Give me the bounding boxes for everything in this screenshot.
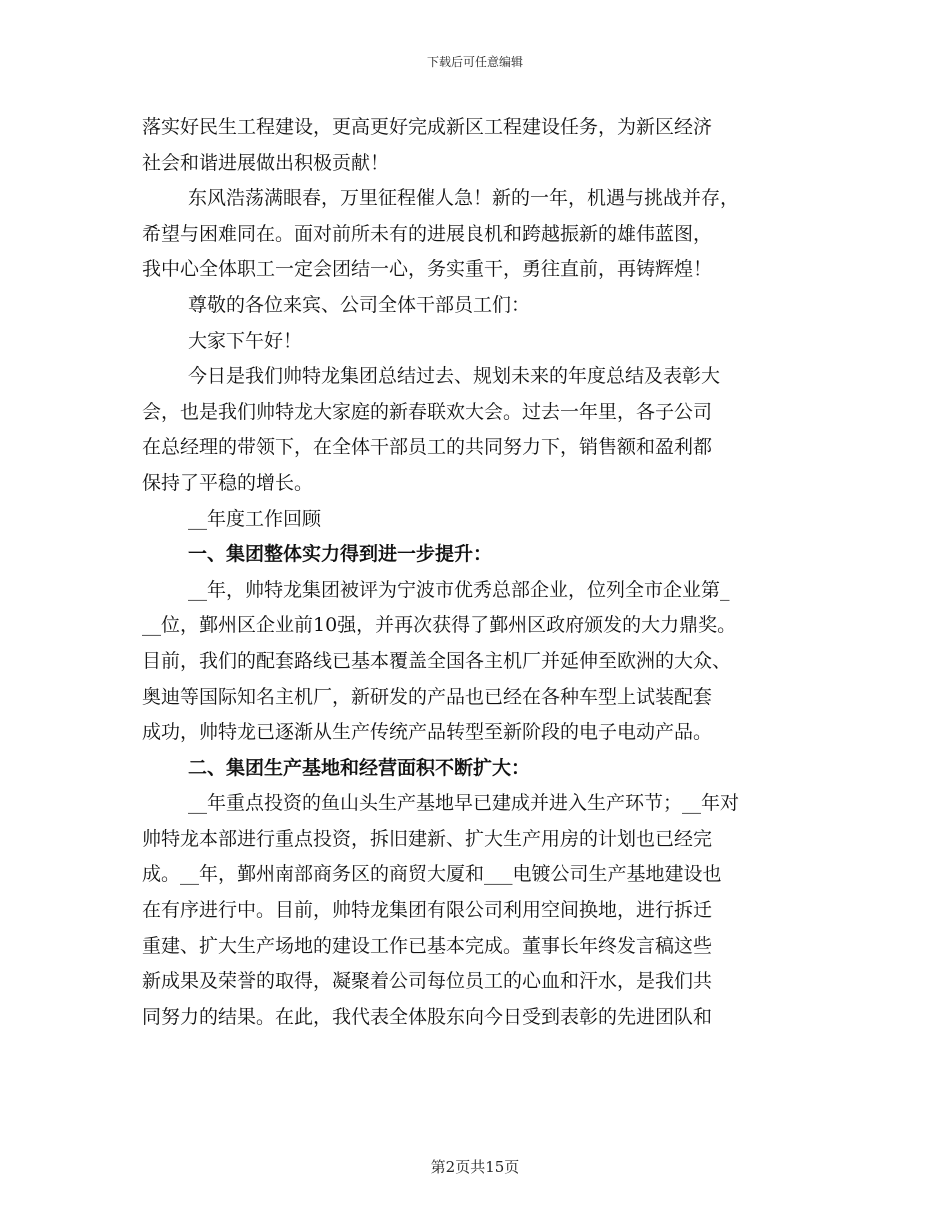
- section-heading: 一、集团整体实力得到进一步提升：: [188, 543, 493, 566]
- page-header: 下载后可任意编辑: [426, 55, 523, 69]
- text-line: 帅特龙本部进行重点投资，拆旧建新、扩大生产用房的计划也已经完: [142, 827, 713, 850]
- text-line: __年度工作回顾: [188, 507, 322, 530]
- text-line: 同努力的结果。在此，我代表全体股东向今日受到表彰的先进团队和: [142, 1005, 713, 1028]
- text-line: 新成果及荣誉的取得，凝聚着公司每位员工的心血和汗水，是我们共: [142, 970, 713, 993]
- text-line: 成功，帅特龙已逐渐从生产传统产品转型至新阶段的电子电动产品。: [142, 721, 713, 744]
- text-line: 会，也是我们帅特龙大家庭的新春联欢大会。过去一年里，各子公司: [142, 400, 713, 423]
- text-line: 我中心全体职工一定会团结一心，务实重干，勇往直前，再铸辉煌！: [142, 258, 713, 281]
- text-line: 希望与困难同在。面对前所未有的进展良机和跨越振新的雄伟蓝图，: [142, 222, 713, 245]
- text-line: 大家下午好！: [188, 329, 303, 352]
- text-line: __年重点投资的鱼山头生产基地早已建成并进入生产环节；__年对: [188, 792, 740, 815]
- page-number: 第2页共15页: [430, 1158, 520, 1176]
- section-heading: 二、集团生产基地和经营面积不断扩大：: [188, 756, 531, 779]
- text-line: 社会和谐进展做出积极贡献！: [142, 151, 390, 174]
- text-line: 成。__年，鄞州南部商务区的商贸大厦和___电镀公司生产基地建设也: [142, 863, 722, 886]
- document-body: [142, 110, 822, 1035]
- text-line: __位，鄞州区企业前10强，并再次获得了鄞州区政府颁发的大力鼎奖。: [142, 614, 737, 637]
- text-line: 落实好民生工程建设，更高更好完成新区工程建设任务，为新区经济: [142, 116, 713, 138]
- text-line: 在总经理的带领下，在全体干部员工的共同努力下，销售额和盈利都: [142, 436, 713, 459]
- text-line: __年，帅特龙集团被评为宁波市优秀总部企业，位列全市企业第_: [188, 578, 730, 601]
- text-line: 目前，我们的配套路线已基本覆盖全国各主机厂并延伸至欧洲的大众、: [142, 649, 732, 672]
- text-line: 尊敬的各位来宾、公司全体干部员工们：: [188, 293, 531, 316]
- text-line: 奥迪等国际知名主机厂，新研发的产品也已经在各种车型上试装配套: [142, 685, 713, 708]
- text-line: 东风浩荡满眼春，万里征程催人急！新的一年，机遇与挑战并存，: [188, 187, 740, 210]
- text-line: 今日是我们帅特龙集团总结过去、规划未来的年度总结及表彰大: [188, 365, 721, 388]
- text-line: 在有序进行中。目前，帅特龙集团有限公司利用空间换地，进行拆迁: [142, 899, 713, 922]
- text-line: 保持了平稳的增长。: [142, 471, 314, 494]
- text-line: 重建、扩大生产场地的建设工作已基本完成。董事长年终发言稿这些: [142, 934, 713, 957]
